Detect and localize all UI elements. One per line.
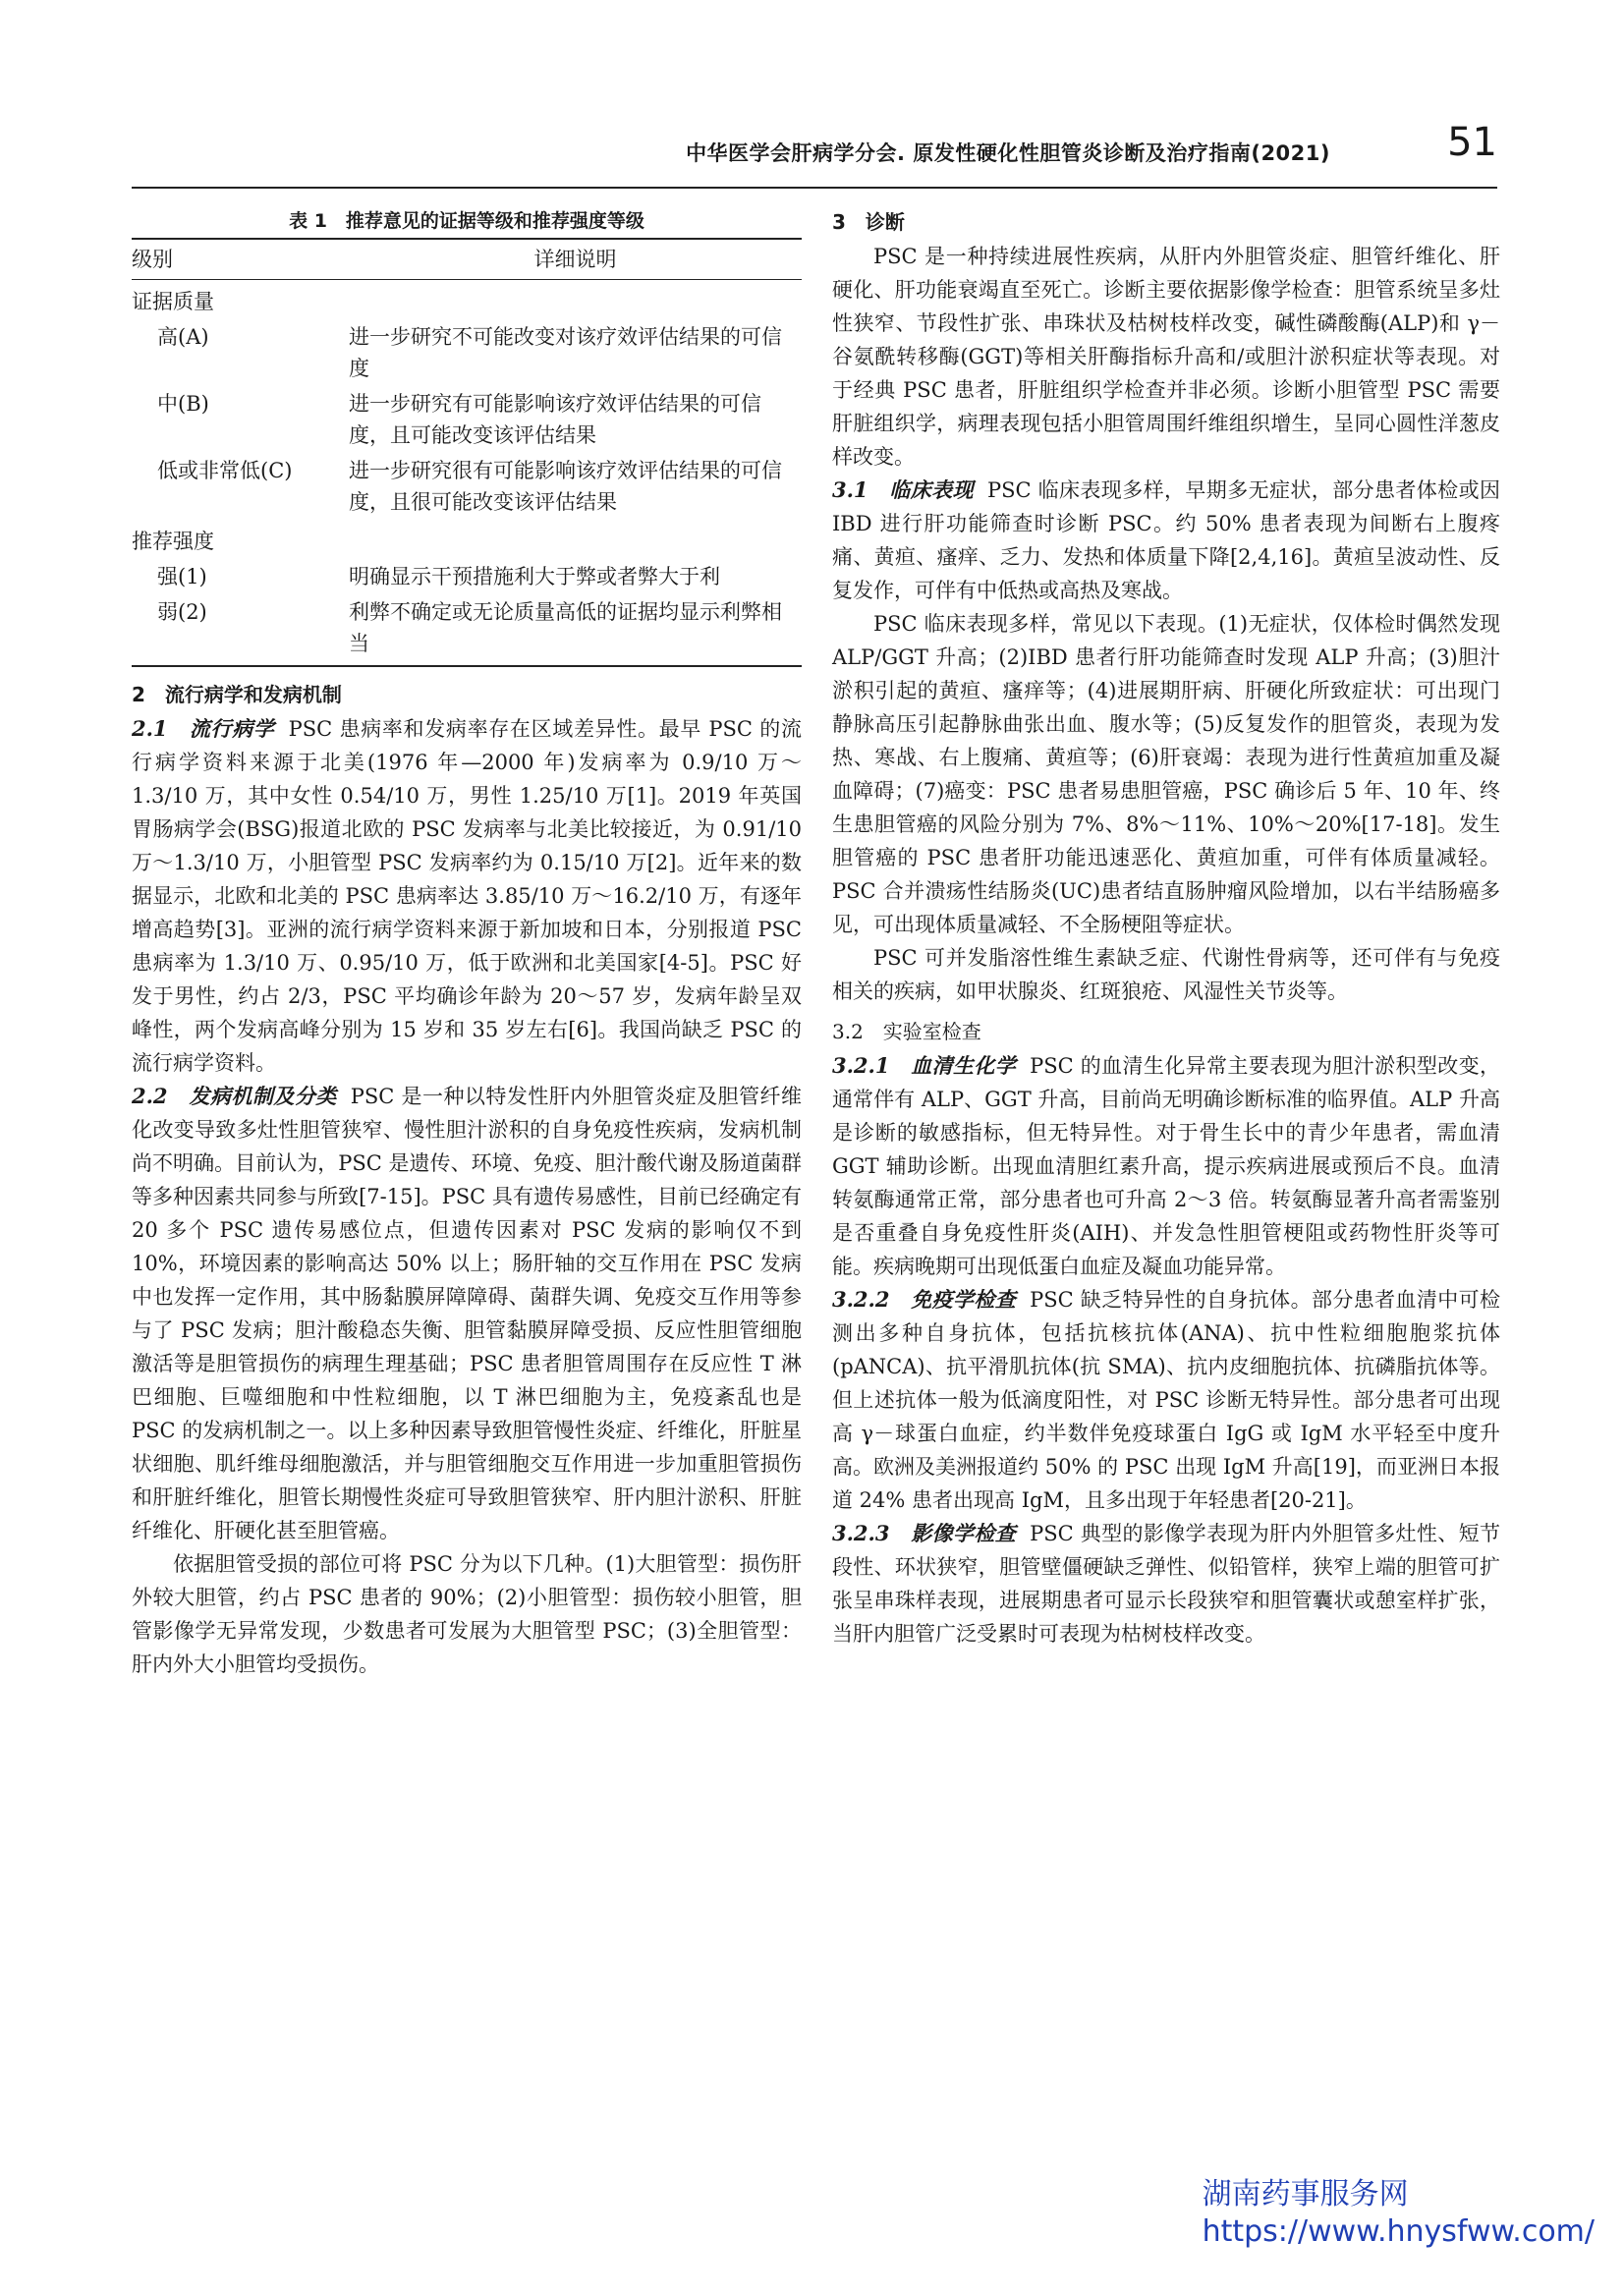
table-row: [132, 594, 802, 666]
table-cell-desc: 利弊不确定或无论质量高低的证据均显示利弊相当: [349, 594, 802, 666]
site-watermark: [1203, 2176, 1595, 2251]
table-cell-level: 弱(2): [132, 594, 349, 666]
table-group-evidence: 证据质量: [132, 290, 214, 313]
table-header-detail: 详细说明: [349, 239, 802, 280]
subsection-label: 2.2 发病机制及分类: [132, 1084, 337, 1108]
watermark-url: https://www.hnysfww.com/: [1202, 2214, 1595, 2249]
table-cell-level: 低或非常低(C): [157, 459, 293, 482]
table-row: [132, 559, 802, 594]
paragraph-text: PSC 临床表现多样，早期多无症状，部分患者体检或因 IBD 进行肝功能筛查时诊断 PSC。约 50% 患者表现为间断右上腹疼痛、黄疸、瘙痒、乏力、发热和体质量下降[2,4,16]。黄疸呈波动性、反复发作，可伴有中低热或高热及寒战。: [832, 478, 1500, 602]
paragraph-3-2-2: [832, 1283, 1500, 1517]
paragraph-2-1: [132, 712, 802, 1080]
section-heading-2: 2 流行病学和发病机制: [132, 683, 342, 706]
paragraph-3-2-1: [832, 1049, 1500, 1283]
paragraph-text: PSC 缺乏特异性的自身抗体。部分患者血清中可检测出多种自身抗体，包括抗核抗体(ANA)、抗中性粒细胞胞浆抗体(pANCA)、抗平滑肌抗体(抗 SMA)、抗内皮细胞抗体、抗磷脂抗体等。但上述抗体一般为低滴度阳性，对 PSC 诊断无特异性。部分患者可出现高 γ－球蛋白血症，约半数伴免疫球蛋白 IgG 或 IgM 水平轻至中度升高。欧洲及美洲报道约 50% 的 PSC 出现 IgM 升高[19]，而亚洲日本报道 24% 患者出现高 IgM，且多出现于年轻患者[20-21]。: [832, 1288, 1500, 1512]
table-row: [132, 453, 802, 520]
table-cell-desc: 进一步研究有可能影响该疗效评估结果的可信度，且可能改变该评估结果: [349, 392, 761, 447]
section-heading-3-2: 3.2 实验室检查: [832, 1020, 981, 1043]
evidence-table: [132, 238, 802, 667]
right-column: [832, 204, 1500, 1651]
paragraph-3: PSC 是一种持续进展性疾病，从肝内外胆管炎症、胆管纤维化、肝硬化、肝功能衰竭直至死亡。诊断主要依据影像学检查：胆管系统呈多灶性狭窄、节段性扩张、串珠状及枯树枝样改变，碱性磷酸酶(ALP)和 γ－谷氨酰转移酶(GGT)等相关肝酶指标升高和/或胆汁淤积症状等表现。对于经典 PSC 患者，肝脏组织学检查并非必须。诊断小胆管型 PSC 需要肝脏组织学，病理表现包括小胆管周围纤维组织增生，呈同心圆性洋葱皮样改变。: [832, 245, 1500, 469]
table-cell-level: 强(1): [157, 565, 207, 588]
paragraph-3-1-list: PSC 临床表现多样，常见以下表现。(1)无症状，仅体检时偶然发现 ALP/GGT 升高；(2)IBD 患者行肝功能筛查时发现 ALP 升高；(3)胆汁淤积引起的黄疸、瘙痒等；(4)进展期肝病、肝硬化所致症状：可出现门静脉高压引起静脉曲张出血、腹水等；(5)反复发作的胆管炎，表现为发热、寒战、右上腹痛、黄疸等；(6)肝衰竭：表现为进行性黄疸加重及凝血障碍；(7)癌变：PSC 患者易患胆管癌，PSC 确诊后 5 年、10 年、终生患胆管癌的风险分别为 7%、8%～11%、10%～20%[17-18]。发生胆管癌的 PSC 患者肝功能迅速恶化、黄疸加重，可伴有体质量减轻。PSC 合并溃疡性结肠炎(UC)患者结直肠肿瘤风险增加，以右半结肠癌多见，可出现体质量减轻、不全肠梗阻等症状。: [832, 612, 1500, 936]
running-title: 中华医学会肝病学分会. 原发性硬化性胆管炎诊断及治疗指南(2021): [686, 141, 1330, 165]
table-row: [132, 386, 802, 453]
paragraph-2-2: [132, 1080, 802, 1547]
paragraph-text: PSC 是一种以特发性肝内外胆管炎症及胆管纤维化改变导致多灶性胆管狭窄、慢性胆汁淤积的自身免疫性疾病，发病机制尚不明确。目前认为，PSC 是遗传、环境、免疫、胆汁酸代谢及肠道菌群等多种因素共同参与所致[7-15]。PSC 具有遗传易感性，目前已经确定有 20 多个 PSC 遗传易感位点，但遗传因素对 PSC 发病的影响仅不到 10%，环境因素的影响高达 50% 以上；肠肝轴的交互作用在 PSC 发病中也发挥一定作用，其中肠黏膜屏障障碍、菌群失调、免疫交互作用等参与了 PSC 发病；胆汁酸稳态失衡、胆管黏膜屏障受损、反应性胆管细胞激活等是胆管损伤的病理生理基础；PSC 患者胆管周围存在反应性 T 淋巴细胞、巨噬细胞和中性粒细胞，以 T 淋巴细胞为主，免疫紊乱也是 PSC 的发病机制之一。以上多种因素导致胆管慢性炎症、纤维化，肝脏星状细胞、肌纤维母细胞激活，并与胆管细胞交互作用进一步加重胆管损伤和肝脏纤维化，胆管长期慢性炎症可导致胆管狭窄、肝内胆汁淤积、肝脏纤维化、肝硬化甚至胆管癌。: [132, 1085, 802, 1542]
table-cell-desc: 进一步研究不可能改变对该疗效评估结果的可信度: [349, 325, 782, 380]
paragraph-3-1: [832, 474, 1500, 607]
table-caption: 表 1 推荐意见的证据等级和推荐强度等级: [289, 210, 644, 232]
table-row: [132, 319, 802, 386]
paragraph-text: PSC 的血清生化异常主要表现为胆汁淤积型改变，通常伴有 ALP、GGT 升高，目前尚无明确诊断标准的临界值。ALP 升高是诊断的敏感指标，但无特异性。对于骨生长中的青少年患者，需血清 GGT 辅助诊断。出现血清胆红素升高，提示疾病进展或预后不良。血清转氨酶通常正常，部分患者也可升高 2～3 倍。转氨酶显著升高者需鉴别是否重叠自身免疫性肝炎(AIH)、并发急性胆管梗阻或药物性肝炎等可能。疾病晚期可出现低蛋白血症及凝血功能异常。: [832, 1054, 1500, 1278]
subsection-label: 3.1 临床表现: [832, 477, 974, 502]
table-cell-level: 高(A): [157, 325, 209, 349]
paragraph-text: PSC 典型的影像学表现为肝内外胆管多灶性、短节段性、环状狭窄，胆管壁僵硬缺乏弹性、似铅管样，狭窄上端的胆管可扩张呈串珠样表现，进展期患者可显示长段狭窄和胆管囊状或憩室样扩张，当肝内胆管广泛受累时可表现为枯树枝样改变。: [832, 1522, 1500, 1646]
page-header: [132, 120, 1497, 189]
watermark-site-name: 湖南药事服务网: [1202, 2177, 1409, 2211]
table-group-strength: 推荐强度: [132, 530, 214, 553]
subsection-label: 3.2.2 免疫学检查: [832, 1287, 1017, 1312]
table-cell-desc: 明确显示干预措施利大于弊或者弊大于利: [349, 565, 720, 588]
paragraph-3-2-3: [832, 1517, 1500, 1651]
table-cell-desc: 进一步研究很有可能影响该疗效评估结果的可信度，且很可能改变该评估结果: [349, 459, 782, 514]
paragraph-text: PSC 患病率和发病率存在区域差异性。最早 PSC 的流行病学资料来源于北美(1976 年—2000 年)发病率为 0.9/10 万～1.3/10 万，其中女性 0.54/10 万，男性 1.25/10 万[1]。2019 年英国胃肠病学会(BSG)报道北欧的 PSC 发病率与北美比较接近，为 0.91/10 万～1.3/10 万，小胆管型 PSC 发病率约为 0.15/10 万[2]。近年来的数据显示，北欧和北美的 PSC 患病率达 3.85/10 万～16.2/10 万，有逐年增高趋势[3]。亚洲的流行病学资料来源于新加坡和日本，分别报道 PSC 患病率为 1.3/10 万、0.95/10 万，低于欧洲和北美国家[4-5]。PSC 好发于男性，约占 2/3，PSC 平均确诊年龄为 20～57 岁，发病年龄呈双峰性，两个发病高峰分别为 15 岁和 35 岁左右[6]。我国尚缺乏 PSC 的流行病学资料。: [132, 717, 802, 1075]
subsection-label: 3.2.1 血清生化学: [832, 1053, 1017, 1078]
left-column: [132, 204, 802, 1681]
section-heading-3: 3 诊断: [832, 210, 905, 234]
table-cell-level: 中(B): [157, 392, 209, 416]
subsection-label: 2.1 流行病学: [132, 716, 275, 741]
table-header-level: 级别: [132, 239, 349, 280]
paragraph-3-1-extra: PSC 可并发脂溶性维生素缺乏症、代谢性骨病等，还可伴有与免疫相关的疾病，如甲状腺炎、红斑狼疮、风湿性关节炎等。: [832, 946, 1500, 1003]
paragraph-2-2-types: 依据胆管受损的部位可将 PSC 分为以下几种。(1)大胆管型：损伤肝外较大胆管，约占 PSC 患者的 90%；(2)小胆管型：损伤较小胆管，胆管影像学无异常发现，少数患者可发展为大胆管型 PSC；(3)全胆管型：肝内外大小胆管均受损伤。: [132, 1552, 802, 1676]
subsection-label: 3.2.3 影像学检查: [832, 1521, 1017, 1545]
page-number: 51: [1447, 120, 1497, 165]
